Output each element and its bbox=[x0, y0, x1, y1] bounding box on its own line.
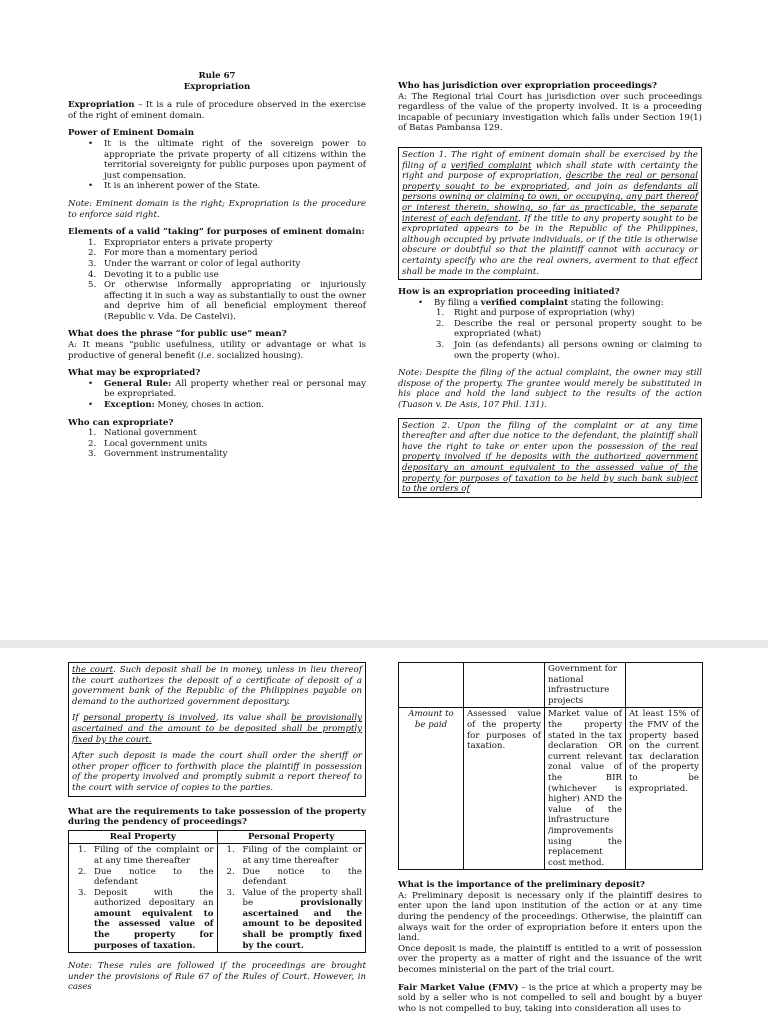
left-column-page-1 bbox=[68, 71, 366, 467]
table-cell: Market value of the property stated in the tax declaration OR current relevant zonal value of the BIR (whichever is higher) AND the value of the infrastructure /improvements using the replacement cost method. bbox=[545, 708, 626, 870]
list-number: 1. bbox=[226, 845, 235, 856]
text-span-underlined: be provisionally ascertained and the amount to be deposited shall be promptly fixed by the court. bbox=[72, 713, 362, 745]
list-text-bold: amount equivalent to the assessed value of the property for purposes of taxation. bbox=[94, 908, 214, 951]
general-rule-label: General Rule: bbox=[104, 378, 172, 389]
list-text: Due notice to the defendant bbox=[242, 866, 362, 888]
list-item bbox=[398, 298, 702, 309]
expropriation-definition bbox=[68, 100, 366, 121]
list-item bbox=[68, 259, 366, 270]
table-header-personal: Personal Property bbox=[217, 830, 366, 844]
importance-answer: A: Preliminary deposit is necessary only if the plaintiff desires to enter upon the land upon institution of the action or at any time during the pendency of the proceedings. Otherwise, the plaintiff can always wait for the order of expropriation before it enters upon the land. bbox=[398, 890, 702, 944]
list-number: 2. bbox=[88, 438, 97, 449]
who-question: Who can expropriate? bbox=[68, 417, 174, 428]
table-cell bbox=[464, 663, 545, 708]
text-span-underlined: the real property involved if he deposits with the authorized government depositary an amount equivalent to the assessed value of the property for purposes of taxation to be held by such bank subject to the orders of bbox=[402, 441, 698, 495]
requirements-question: What are the requirements to take possession of the property during the pendency of proceedings? bbox=[68, 806, 366, 828]
table-cell: Assessed value of the property for purposes of taxation. bbox=[464, 708, 545, 870]
text-span-underlined: verified complaint bbox=[450, 160, 532, 171]
list-item bbox=[68, 280, 366, 322]
text-span: Section 2. Upon the filing of the complaint or at any time thereafter and after due notice to the defendant, the plaintiff shall have the right to take or enter upon the possession of bbox=[402, 420, 698, 452]
list-text: Describe the real or personal property sought to be expropriated (what) bbox=[454, 318, 702, 340]
list-item bbox=[221, 867, 363, 888]
section-2-continued-box bbox=[68, 662, 366, 797]
list-item bbox=[68, 449, 366, 460]
list-text: Join (as defendants) all persons owning or claiming to own the property (who). bbox=[454, 340, 702, 361]
text-span-underlined: describe the real or personal property sought to be expropriated bbox=[402, 171, 698, 192]
list-number: 3. bbox=[88, 449, 97, 460]
page-divider bbox=[0, 640, 768, 648]
list-number: 3. bbox=[78, 887, 87, 898]
text-span: If bbox=[72, 713, 84, 724]
list-text: Devoting it to a public use bbox=[104, 269, 219, 280]
expropriation-text: – It is a rule of procedure observed in the exercise of the right of eminent domain. bbox=[68, 100, 366, 121]
note-tuason: Note: Despite the filing of the actual complaint, the owner may still dispose of the property. The grantee would merely be substituted in his place and hold the land subject to the results of the action (Tuason v. De Asis, 107 Phil. 131). bbox=[398, 368, 702, 411]
list-item bbox=[398, 340, 702, 361]
note-eminent-domain: Note: Eminent domain is the right; Expropriation is the procedure to enforce said right. bbox=[68, 198, 366, 220]
elements-list bbox=[68, 238, 366, 323]
text-span: . If the title to any property sought to be expropriated appears to be in the Republic of the Philippines, although occupied by private individuals, or if the title is otherwise obscure or doubtful so that the plaintiff cannot with accuracy or certainty specify who are the real owners, averment to that effect shall be made in the complaint. bbox=[402, 213, 698, 277]
table-header-row bbox=[69, 830, 366, 844]
answer-text: A: It means “public usefulness, utility or advantage or what is productive of general benefit ( bbox=[68, 340, 366, 361]
general-rule-text: All property whether real or personal may be expropriated. bbox=[104, 378, 366, 400]
list-number: 5. bbox=[88, 280, 97, 291]
list-number: 2. bbox=[226, 866, 235, 877]
table-row bbox=[69, 844, 366, 953]
table-cell-real bbox=[69, 844, 218, 953]
expropriation-term: Expropriation bbox=[68, 100, 135, 111]
power-list bbox=[68, 139, 366, 192]
right-column-page-1 bbox=[398, 81, 702, 505]
section-1-text bbox=[402, 150, 698, 277]
list-text: Value of the property shall be bbox=[242, 887, 362, 909]
text-span: . Such deposit shall be in money, unless in lieu thereof the court authorizes the deposit of a certificate of deposit of a government bank of the Republic of the Philippines payable on demand to the authorized government depositary. bbox=[72, 665, 363, 707]
text-span-bold: verified complaint bbox=[480, 297, 569, 308]
list-text: For more than a momentary period bbox=[104, 248, 258, 259]
table-cell-personal bbox=[217, 844, 366, 953]
table-cell: At least 15% of the FMV of the property based on the current tax declaration of the property to be expropriated. bbox=[626, 708, 703, 870]
list-text-bold: provisionally ascertained and the amount to be deposited shall be promptly fixed by the court. bbox=[242, 898, 362, 951]
exception-label: Exception: bbox=[104, 400, 155, 411]
text-span: stating the following: bbox=[568, 297, 664, 308]
rule-title: Rule 67 bbox=[198, 71, 236, 81]
table-row bbox=[399, 663, 703, 708]
list-text: Filing of the complaint or at any time thereafter bbox=[242, 845, 362, 866]
fmv-term: Fair Market Value (FMV) bbox=[398, 982, 519, 993]
list-number: 1. bbox=[78, 845, 87, 856]
left-column-page-2 bbox=[68, 662, 366, 1000]
after-deposit-text: After such deposit is made the court shall order the sheriff or other proper officer to forthwith place the plaintiff in possession of the property involved and promptly submit a report thereof to the court with service of copies to the parties. bbox=[72, 751, 362, 793]
answer-text-end: socialized housing). bbox=[214, 350, 304, 361]
table-cell: Amount to be paid bbox=[399, 708, 464, 870]
public-use-question: What does the phrase “for public use” mean? bbox=[68, 329, 287, 340]
list-number: 1. bbox=[88, 428, 97, 439]
list-number: 3. bbox=[436, 340, 445, 351]
list-number: 2. bbox=[436, 318, 445, 329]
list-item: • It is the ultimate right of the sovereign power to appropriate the private property of all citizens within the territorial sovereignty for public purposes upon payment of just compensation. bbox=[68, 139, 366, 181]
list-text: Or otherwise informally appropriating or injuriously affecting it in such a way as substantially to oust the owner and deprive him of all beneficial employment thereof (Republic v. Vda. De Castelvi). bbox=[104, 280, 366, 322]
right-column-page-2 bbox=[398, 662, 702, 1021]
list-text: Right and purpose of expropriation (why) bbox=[454, 308, 635, 319]
list-item bbox=[72, 888, 214, 952]
personal-list bbox=[221, 845, 363, 951]
note-rule-67: Note: These rules are followed if the proceedings are brought under the provisions of Rule 67 of the Rules of Court. However, in cases bbox=[68, 961, 366, 993]
initiated-question: How is an expropriation proceeding initiated? bbox=[398, 287, 620, 298]
section-1-box bbox=[398, 147, 702, 280]
list-text: Due notice to the defendant bbox=[94, 866, 214, 888]
list-number: 2. bbox=[88, 248, 97, 259]
list-number: 2. bbox=[78, 866, 87, 877]
list-number: 3. bbox=[226, 887, 235, 898]
list-text: Under the warrant or color of legal authority bbox=[104, 258, 301, 269]
text-span-underlined: the court bbox=[72, 665, 114, 675]
exception-text: Money, choses in action. bbox=[154, 400, 265, 411]
text-span: Section 1. The right of eminent domain shall be exercised by the filing of a bbox=[402, 149, 698, 171]
jurisdiction-question: Who has jurisdiction over expropriation proceedings? bbox=[398, 81, 657, 91]
fmv-text: – is the price at which a property may be sold by a seller who is not compelled to sell and bought by a buyer who is not compelled to buy, taking into consideration all uses to bbox=[398, 982, 702, 1014]
list-item bbox=[398, 308, 702, 319]
jurisdiction-answer: A: The Regional trial Court has jurisdiction over such proceedings regardless of the value of the property involved. It is a proceeding incapable of pecuniary investigation which falls under Section 19(1) of Batas Pambansa 129. bbox=[398, 91, 702, 134]
answer-ie: i.e. bbox=[201, 350, 215, 361]
document-page-2 bbox=[0, 648, 768, 1024]
list-text: National government bbox=[104, 428, 197, 439]
comparison-table bbox=[398, 662, 703, 870]
list-item bbox=[398, 319, 702, 340]
text-span: , and join as bbox=[566, 181, 634, 192]
elements-heading: Elements of a valid “taking” for purposes of eminent domain: bbox=[68, 227, 365, 238]
section-2-box bbox=[398, 418, 702, 498]
table-cell: Government for national infrastructure projects bbox=[545, 663, 626, 708]
list-item: • It is an inherent power of the State. bbox=[68, 181, 366, 192]
list-item bbox=[68, 248, 366, 259]
who-list bbox=[68, 428, 366, 460]
list-item bbox=[68, 270, 366, 281]
list-text: Local government units bbox=[104, 438, 208, 449]
text-span-underlined: personal property is involved bbox=[83, 713, 216, 724]
personal-property-text bbox=[72, 713, 362, 745]
table-cell bbox=[399, 663, 464, 708]
rule-list bbox=[68, 379, 366, 411]
list-item bbox=[68, 439, 366, 450]
list-text: Filing of the complaint or at any time thereafter bbox=[94, 845, 214, 866]
list-item bbox=[72, 845, 214, 866]
list-item bbox=[68, 238, 366, 249]
what-expropriated-question: What may be expropriated? bbox=[68, 368, 201, 379]
list-text: Expropriator enters a private property bbox=[104, 237, 273, 248]
list-text: Deposit with the authorized depositary an bbox=[94, 887, 214, 909]
importance-answer-2: Once deposit is made, the plaintiff is entitled to a writ of possession over the property as a matter of right and the issuance of the writ becomes ministerial on the part of the trial court. bbox=[398, 943, 702, 976]
fmv-definition bbox=[398, 983, 702, 1015]
list-number: 3. bbox=[88, 258, 97, 269]
section-2-text bbox=[402, 421, 698, 495]
table-header-real: Real Property bbox=[69, 830, 218, 844]
rule-subtitle: Expropriation bbox=[183, 81, 251, 92]
list-number: 4. bbox=[88, 269, 97, 280]
list-item bbox=[221, 888, 363, 952]
list-number: 1. bbox=[88, 237, 97, 248]
requirements-table bbox=[68, 830, 366, 954]
importance-question: What is the importance of the preliminary deposit? bbox=[398, 880, 645, 891]
list-item bbox=[68, 379, 366, 400]
text-span: , its value shall bbox=[215, 713, 292, 724]
text-span: which shall state with certainty the right and purpose of expropriation, bbox=[402, 160, 698, 182]
list-item bbox=[68, 400, 366, 411]
initiated-sublist bbox=[398, 308, 702, 361]
list-text: Government instrumentality bbox=[104, 449, 228, 460]
list-item bbox=[221, 845, 363, 866]
list-item bbox=[72, 867, 214, 888]
list-item bbox=[68, 428, 366, 439]
power-heading: Power of Eminent Domain bbox=[68, 128, 194, 139]
list-number: 1. bbox=[436, 308, 445, 319]
public-use-answer bbox=[68, 340, 366, 361]
deposit-text bbox=[72, 665, 362, 707]
text-span-underlined: defendants all persons owning or claiming to own, or occupying, any part thereof or interest therein, showing, so far as practicable, the separate interest of each defendant bbox=[402, 181, 698, 224]
table-row bbox=[399, 708, 703, 870]
real-list bbox=[72, 845, 214, 951]
text-span: By filing a bbox=[434, 297, 481, 308]
initiated-list bbox=[398, 298, 702, 309]
table-cell bbox=[626, 663, 703, 708]
